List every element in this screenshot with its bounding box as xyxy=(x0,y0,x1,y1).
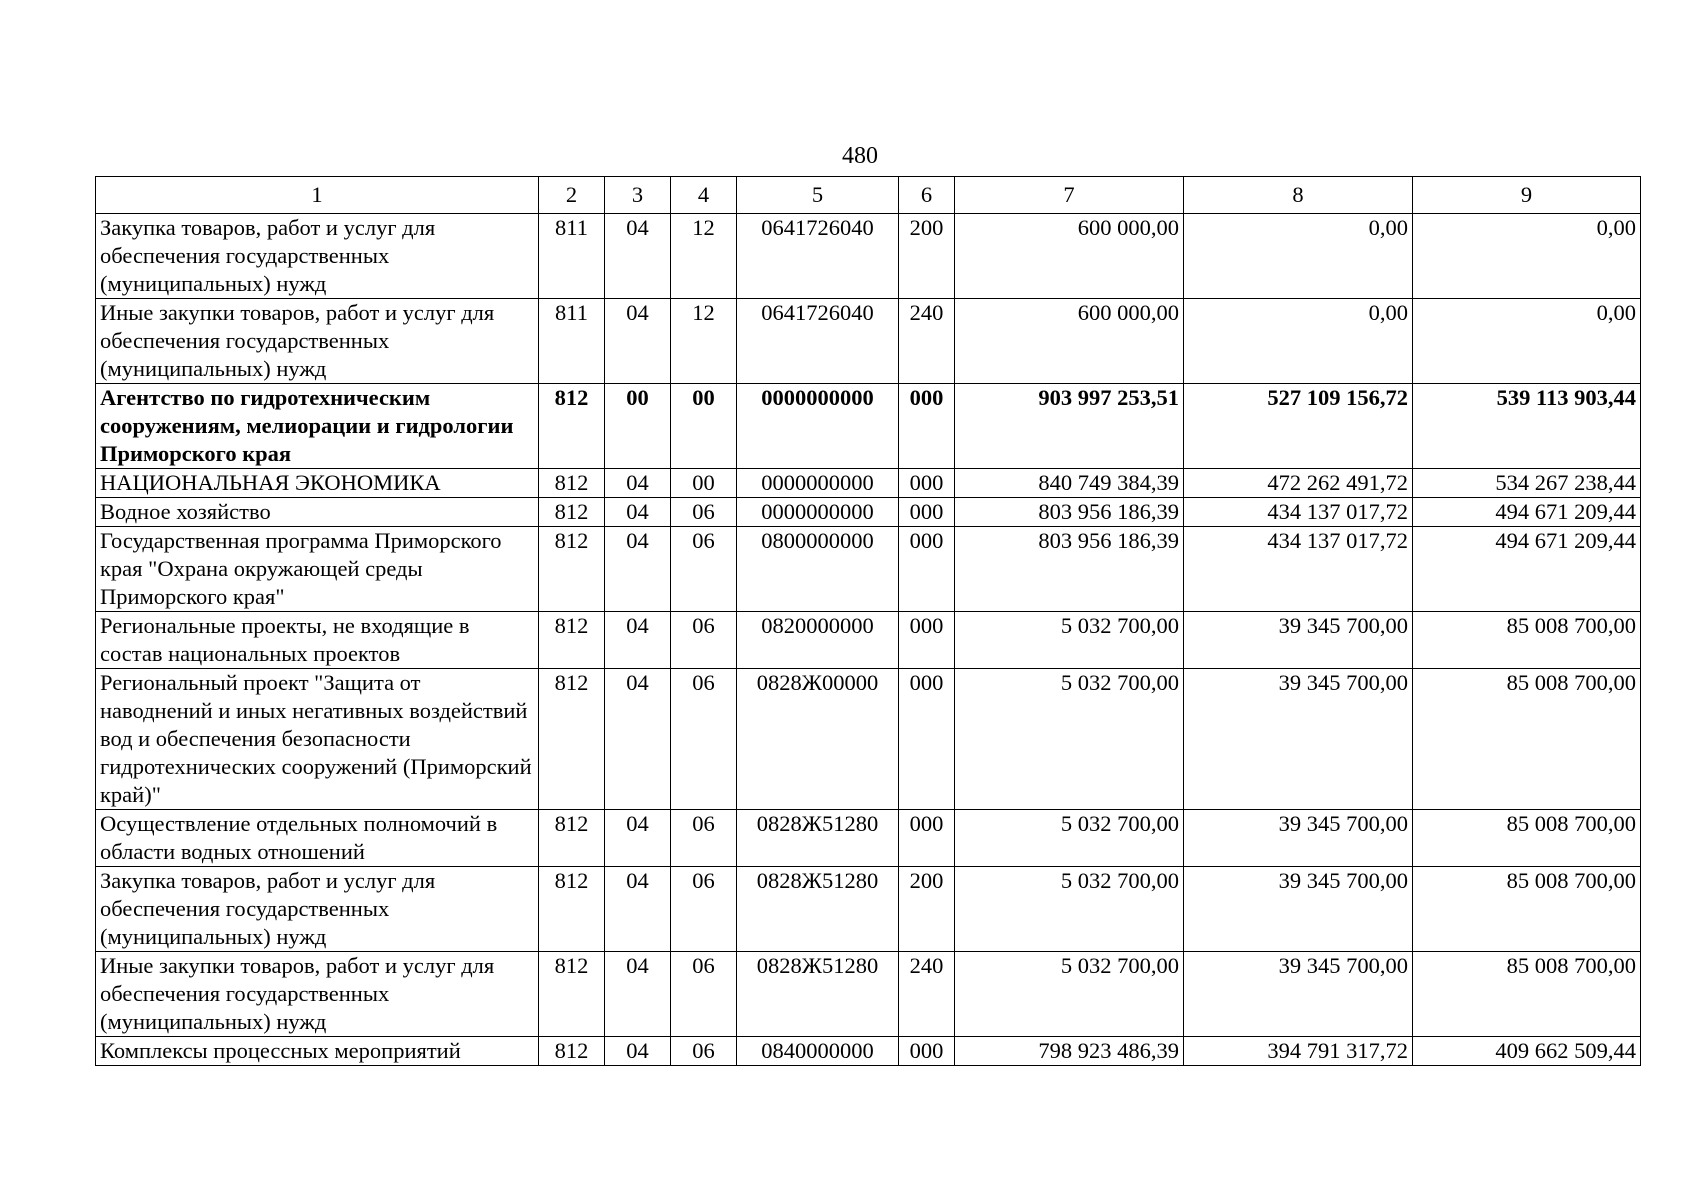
cell-target-code: 0000000000 xyxy=(737,498,899,527)
column-header: 5 xyxy=(737,177,899,214)
cell-name: Агентство по гидротехническим сооружениям, мелиорации и гидрологии Приморского края xyxy=(96,384,539,469)
cell-amount-year-1: 840 749 384,39 xyxy=(955,469,1184,498)
cell-ministry-code: 812 xyxy=(539,498,605,527)
cell-target-code: 0820000000 xyxy=(737,612,899,669)
cell-amount-year-3: 0,00 xyxy=(1413,214,1641,299)
cell-amount-year-2: 39 345 700,00 xyxy=(1184,612,1413,669)
cell-subsection-code: 06 xyxy=(671,498,737,527)
cell-section-code: 04 xyxy=(605,469,671,498)
cell-amount-year-2: 0,00 xyxy=(1184,214,1413,299)
cell-target-code: 0828Ж51280 xyxy=(737,867,899,952)
cell-name: Региональные проекты, не входящие в состав национальных проектов xyxy=(96,612,539,669)
cell-amount-year-1: 600 000,00 xyxy=(955,214,1184,299)
cell-amount-year-2: 394 791 317,72 xyxy=(1184,1037,1413,1066)
cell-ministry-code: 812 xyxy=(539,867,605,952)
cell-subsection-code: 06 xyxy=(671,527,737,612)
cell-amount-year-1: 5 032 700,00 xyxy=(955,810,1184,867)
cell-expense-type-code: 200 xyxy=(899,214,955,299)
table-row xyxy=(96,498,1641,527)
cell-name: Водное хозяйство xyxy=(96,498,539,527)
cell-amount-year-3: 85 008 700,00 xyxy=(1413,952,1641,1037)
cell-section-code: 04 xyxy=(605,498,671,527)
table-row xyxy=(96,527,1641,612)
budget-table xyxy=(95,176,1641,1066)
table-body xyxy=(96,214,1641,1066)
cell-subsection-code: 06 xyxy=(671,669,737,810)
cell-amount-year-2: 39 345 700,00 xyxy=(1184,810,1413,867)
cell-subsection-code: 00 xyxy=(671,384,737,469)
cell-amount-year-2: 39 345 700,00 xyxy=(1184,669,1413,810)
cell-ministry-code: 812 xyxy=(539,669,605,810)
cell-subsection-code: 00 xyxy=(671,469,737,498)
cell-amount-year-2: 0,00 xyxy=(1184,299,1413,384)
cell-ministry-code: 812 xyxy=(539,952,605,1037)
cell-subsection-code: 06 xyxy=(671,952,737,1037)
page-number: 480 xyxy=(842,143,878,169)
cell-target-code: 0840000000 xyxy=(737,1037,899,1066)
column-header: 4 xyxy=(671,177,737,214)
cell-amount-year-3: 85 008 700,00 xyxy=(1413,810,1641,867)
cell-target-code: 0828Ж51280 xyxy=(737,810,899,867)
table-row xyxy=(96,867,1641,952)
column-header: 1 xyxy=(96,177,539,214)
cell-section-code: 04 xyxy=(605,669,671,810)
cell-ministry-code: 812 xyxy=(539,527,605,612)
table-row xyxy=(96,214,1641,299)
column-header: 2 xyxy=(539,177,605,214)
cell-expense-type-code: 000 xyxy=(899,498,955,527)
cell-name: Иные закупки товаров, работ и услуг для обеспечения государственных (муниципальных) нужд xyxy=(96,299,539,384)
table-row xyxy=(96,612,1641,669)
table-row xyxy=(96,299,1641,384)
cell-amount-year-3: 85 008 700,00 xyxy=(1413,867,1641,952)
cell-amount-year-2: 472 262 491,72 xyxy=(1184,469,1413,498)
cell-target-code: 0641726040 xyxy=(737,299,899,384)
cell-target-code: 0800000000 xyxy=(737,527,899,612)
cell-name: Комплексы процессных мероприятий xyxy=(96,1037,539,1066)
column-header: 6 xyxy=(899,177,955,214)
cell-name: Осуществление отдельных полномочий в области водных отношений xyxy=(96,810,539,867)
cell-amount-year-1: 600 000,00 xyxy=(955,299,1184,384)
cell-target-code: 0828Ж00000 xyxy=(737,669,899,810)
table-row xyxy=(96,810,1641,867)
cell-target-code: 0000000000 xyxy=(737,469,899,498)
cell-amount-year-1: 5 032 700,00 xyxy=(955,952,1184,1037)
column-header: 8 xyxy=(1184,177,1413,214)
cell-ministry-code: 811 xyxy=(539,214,605,299)
cell-expense-type-code: 000 xyxy=(899,669,955,810)
cell-name: Закупка товаров, работ и услуг для обеспечения государственных (муниципальных) нужд xyxy=(96,214,539,299)
table-row xyxy=(96,1037,1641,1066)
cell-amount-year-3: 534 267 238,44 xyxy=(1413,469,1641,498)
table-row xyxy=(96,384,1641,469)
cell-name: Иные закупки товаров, работ и услуг для обеспечения государственных (муниципальных) нужд xyxy=(96,952,539,1037)
cell-subsection-code: 06 xyxy=(671,810,737,867)
cell-section-code: 04 xyxy=(605,214,671,299)
cell-section-code: 04 xyxy=(605,527,671,612)
cell-amount-year-3: 85 008 700,00 xyxy=(1413,612,1641,669)
cell-amount-year-1: 5 032 700,00 xyxy=(955,669,1184,810)
cell-expense-type-code: 240 xyxy=(899,952,955,1037)
cell-subsection-code: 06 xyxy=(671,612,737,669)
cell-subsection-code: 06 xyxy=(671,867,737,952)
column-header: 3 xyxy=(605,177,671,214)
cell-expense-type-code: 240 xyxy=(899,299,955,384)
table-row xyxy=(96,469,1641,498)
cell-amount-year-1: 903 997 253,51 xyxy=(955,384,1184,469)
cell-expense-type-code: 000 xyxy=(899,527,955,612)
cell-amount-year-3: 494 671 209,44 xyxy=(1413,527,1641,612)
cell-amount-year-1: 798 923 486,39 xyxy=(955,1037,1184,1066)
cell-target-code: 0828Ж51280 xyxy=(737,952,899,1037)
header-row xyxy=(96,177,1641,214)
cell-amount-year-3: 0,00 xyxy=(1413,299,1641,384)
cell-amount-year-3: 539 113 903,44 xyxy=(1413,384,1641,469)
cell-target-code: 0000000000 xyxy=(737,384,899,469)
cell-amount-year-2: 39 345 700,00 xyxy=(1184,867,1413,952)
cell-subsection-code: 12 xyxy=(671,299,737,384)
cell-name: Закупка товаров, работ и услуг для обеспечения государственных (муниципальных) нужд xyxy=(96,867,539,952)
cell-section-code: 00 xyxy=(605,384,671,469)
column-header: 9 xyxy=(1413,177,1641,214)
cell-section-code: 04 xyxy=(605,299,671,384)
cell-subsection-code: 12 xyxy=(671,214,737,299)
cell-amount-year-1: 803 956 186,39 xyxy=(955,527,1184,612)
cell-amount-year-2: 39 345 700,00 xyxy=(1184,952,1413,1037)
cell-section-code: 04 xyxy=(605,810,671,867)
cell-name: НАЦИОНАЛЬНАЯ ЭКОНОМИКА xyxy=(96,469,539,498)
cell-amount-year-3: 85 008 700,00 xyxy=(1413,669,1641,810)
cell-expense-type-code: 000 xyxy=(899,384,955,469)
cell-ministry-code: 812 xyxy=(539,612,605,669)
cell-ministry-code: 812 xyxy=(539,384,605,469)
cell-amount-year-2: 434 137 017,72 xyxy=(1184,498,1413,527)
cell-section-code: 04 xyxy=(605,1037,671,1066)
cell-section-code: 04 xyxy=(605,612,671,669)
cell-ministry-code: 812 xyxy=(539,1037,605,1066)
table-row xyxy=(96,669,1641,810)
cell-amount-year-1: 5 032 700,00 xyxy=(955,867,1184,952)
cell-expense-type-code: 000 xyxy=(899,1037,955,1066)
cell-expense-type-code: 200 xyxy=(899,867,955,952)
table-row xyxy=(96,952,1641,1037)
cell-amount-year-3: 494 671 209,44 xyxy=(1413,498,1641,527)
cell-section-code: 04 xyxy=(605,867,671,952)
column-header: 7 xyxy=(955,177,1184,214)
cell-subsection-code: 06 xyxy=(671,1037,737,1066)
cell-ministry-code: 812 xyxy=(539,810,605,867)
cell-ministry-code: 811 xyxy=(539,299,605,384)
cell-expense-type-code: 000 xyxy=(899,810,955,867)
cell-section-code: 04 xyxy=(605,952,671,1037)
cell-amount-year-2: 434 137 017,72 xyxy=(1184,527,1413,612)
cell-expense-type-code: 000 xyxy=(899,469,955,498)
cell-amount-year-2: 527 109 156,72 xyxy=(1184,384,1413,469)
cell-amount-year-1: 803 956 186,39 xyxy=(955,498,1184,527)
cell-ministry-code: 812 xyxy=(539,469,605,498)
cell-target-code: 0641726040 xyxy=(737,214,899,299)
cell-expense-type-code: 000 xyxy=(899,612,955,669)
cell-name: Государственная программа Приморского края "Охрана окружающей среды Приморского края" xyxy=(96,527,539,612)
cell-name: Региональный проект "Защита от наводнений и иных негативных воздействий вод и обеспечения безопасности гидротехнических сооружений (Приморский край)" xyxy=(96,669,539,810)
cell-amount-year-3: 409 662 509,44 xyxy=(1413,1037,1641,1066)
cell-amount-year-1: 5 032 700,00 xyxy=(955,612,1184,669)
